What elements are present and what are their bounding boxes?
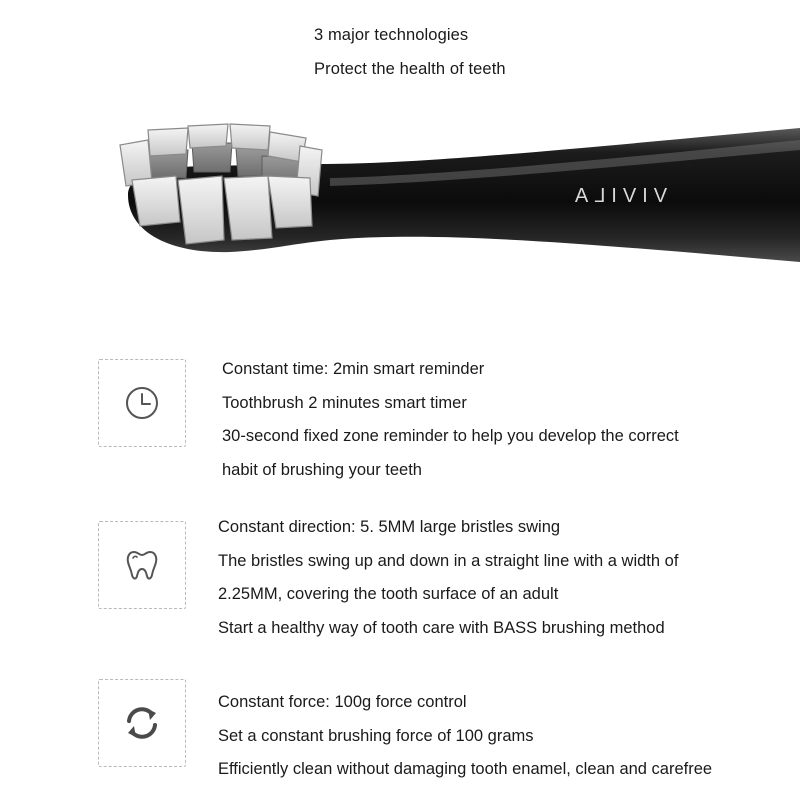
feature-text — [218, 686, 712, 787]
refresh-cycle-icon — [120, 701, 164, 745]
header — [314, 18, 506, 86]
feature-text — [222, 353, 679, 487]
clock-icon — [122, 383, 162, 423]
feature-icon-frame — [98, 359, 186, 447]
tooth-icon — [122, 545, 162, 585]
feature-icon-frame — [98, 679, 186, 767]
feature-title: Constant time: 2min smart reminder — [222, 360, 485, 378]
brand-mark: VIVILA — [568, 185, 668, 207]
feature-line: Start a healthy way of tooth care with BASS brushing method — [218, 618, 665, 637]
feature-line: habit of brushing your teeth — [222, 460, 422, 479]
feature-text — [218, 511, 678, 645]
feature-line: The bristles swing up and down in a straight line with a width of — [218, 551, 679, 570]
feature-icon-frame — [98, 521, 186, 609]
feature-line: Set a constant brushing force of 100 grams — [218, 726, 534, 745]
feature-title: Constant direction: 5. 5MM large bristles swing — [218, 518, 561, 536]
header-title: 3 major technologies — [314, 26, 469, 44]
header-subtitle: Protect the health of teeth — [314, 60, 506, 78]
feature-line: 30-second fixed zone reminder to help you develop the correct — [222, 427, 679, 445]
feature-title: Constant force: 100g force control — [218, 693, 467, 711]
feature-line: 2.25MM, covering the tooth surface of an adult — [218, 585, 559, 603]
feature-line: Toothbrush 2 minutes smart timer — [222, 393, 467, 412]
toothbrush-head-image — [0, 100, 800, 270]
feature-line: Efficiently clean without damaging tooth enamel, clean and carefree — [218, 760, 713, 778]
